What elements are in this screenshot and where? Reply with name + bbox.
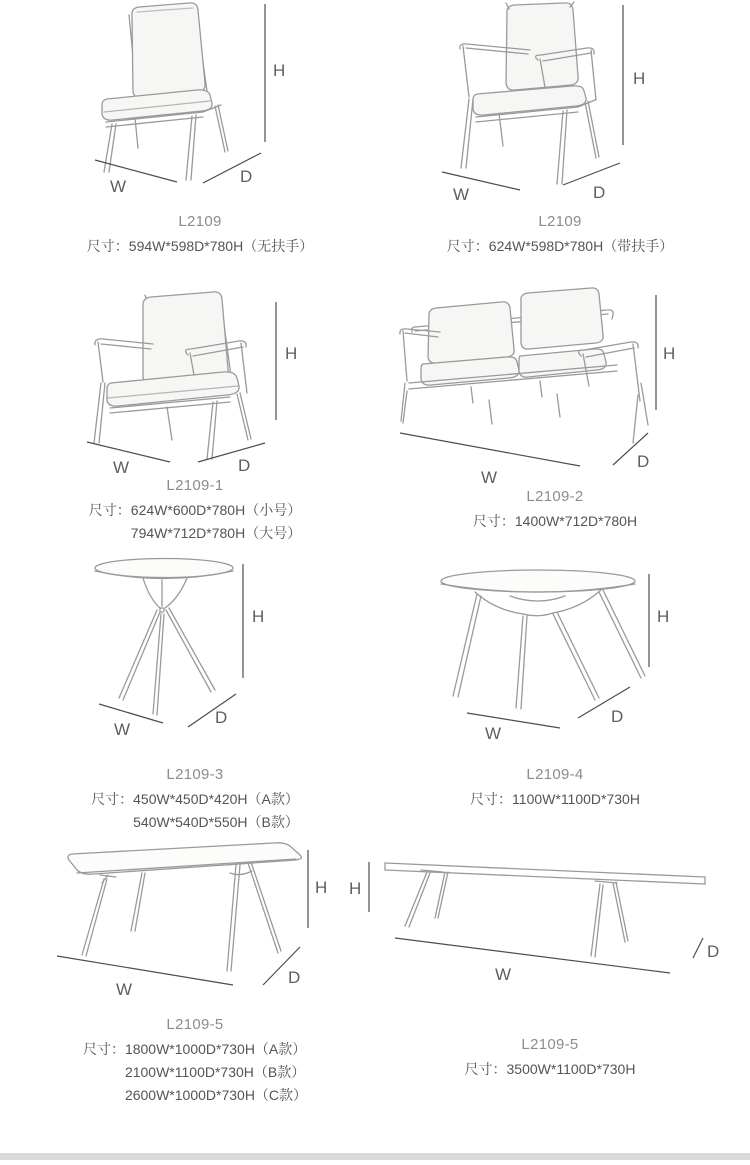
caption-armchair [415, 213, 705, 258]
height-label: H [349, 879, 362, 898]
size-line: 尺寸：624W*598D*780H（带扶手） [446, 238, 674, 254]
width-label: W [116, 980, 133, 999]
depth-label: D [611, 707, 624, 726]
height-label: H [663, 344, 676, 363]
height-label: H [633, 69, 646, 88]
depth-label: D [637, 452, 650, 471]
round-dining-table-sketch [415, 548, 715, 755]
width-label: W [481, 468, 498, 487]
caption-small-round-table [45, 766, 345, 834]
size-line: 2600W*1000D*730H（C款） [124, 1087, 308, 1103]
footer-bar [0, 1153, 750, 1160]
side-chair-sketch [55, 0, 345, 210]
figure-small-round-table [65, 548, 325, 760]
figure-sofa [385, 283, 730, 488]
dining-table-sketch [30, 833, 360, 1013]
model-code: L2109-5 [166, 1016, 224, 1033]
caption-long-table [395, 1036, 705, 1081]
size-line: 尺寸：1100W*1100D*730H [470, 791, 640, 807]
lounge-chair-sketch [55, 283, 345, 483]
figure-dining-table [30, 833, 360, 1013]
depth-label: D [238, 456, 251, 475]
size-line: 尺寸：594W*598D*780H（无扶手） [86, 238, 314, 254]
size-line: 2100W*1100D*730H（B款） [124, 1064, 306, 1080]
small-round-table-sketch [65, 548, 325, 760]
size-line: 540W*540D*550H（B款） [133, 814, 299, 830]
height-label: H [657, 607, 670, 626]
height-label: H [273, 61, 286, 80]
model-code: L2109 [178, 213, 222, 230]
size-line: 尺寸：624W*600D*780H（小号） [88, 502, 302, 518]
model-code: L2109-1 [166, 477, 224, 494]
depth-label: D [240, 167, 253, 186]
figure-round-dining-table [415, 548, 715, 755]
size-line: 尺寸：1800W*1000D*730H（A款） [82, 1041, 307, 1057]
model-code: L2109-3 [166, 766, 224, 783]
caption-side-chair [55, 213, 345, 258]
depth-label: D [707, 942, 720, 961]
width-label: W [485, 724, 502, 743]
model-code: L2109-2 [526, 488, 584, 505]
figure-armchair [415, 0, 705, 210]
size-line: 尺寸：450W*450D*420H（A款） [91, 791, 299, 807]
figure-long-table [345, 840, 750, 1010]
width-label: W [110, 177, 127, 196]
height-label: H [252, 607, 265, 626]
caption-dining-table [30, 1016, 360, 1107]
height-label: H [285, 344, 298, 363]
caption-lounge-chair [45, 477, 345, 545]
depth-label: D [215, 708, 228, 727]
width-label: W [114, 720, 131, 739]
model-code: L2109-5 [521, 1036, 579, 1053]
size-line: 尺寸：3500W*1100D*730H [464, 1061, 636, 1077]
size-line: 尺寸：1400W*712D*780H [472, 513, 638, 529]
caption-sofa [400, 488, 710, 533]
depth-label: D [288, 968, 301, 987]
model-code: L2109-4 [526, 766, 584, 783]
armchair-sketch [415, 0, 705, 210]
size-line: 794W*712D*780H（大号） [130, 525, 302, 541]
caption-round-dining-table [405, 766, 705, 811]
long-table-sketch [345, 840, 750, 1010]
figure-lounge-chair [55, 283, 345, 483]
depth-label: D [593, 183, 606, 202]
model-code: L2109 [538, 213, 582, 230]
figure-side-chair [55, 0, 345, 210]
height-label: H [315, 878, 328, 897]
width-label: W [113, 458, 130, 477]
width-label: W [495, 965, 512, 984]
width-label: W [453, 185, 470, 204]
sofa-sketch [385, 283, 730, 488]
